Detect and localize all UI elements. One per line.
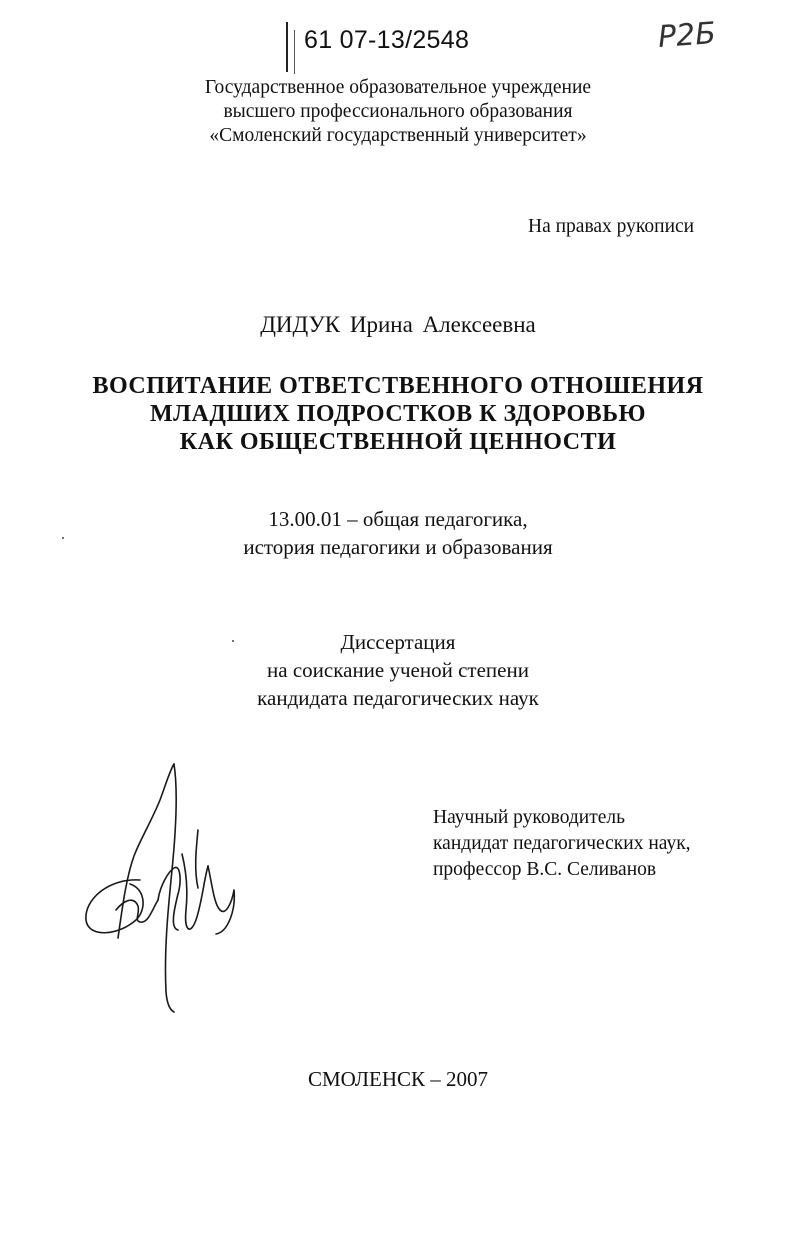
- author-name: ДИДУК Ирина Алексеевна: [260, 312, 536, 337]
- institution-line: высшего профессионального образования: [223, 101, 573, 122]
- handwritten-signature: [78, 760, 248, 1015]
- specialty-line: 13.00.01 – общая педагогика,: [268, 507, 528, 531]
- title-line: КАК ОБЩЕСТВЕННОЙ ЦЕННОСТИ: [179, 429, 617, 455]
- supervisor-line: Научный руководитель: [433, 807, 626, 828]
- title-line: ВОСПИТАНИЕ ОТВЕТСТВЕННОГО ОТНОШЕНИЯ: [92, 373, 704, 399]
- institution-line: «Смоленский государственный университет»: [209, 125, 587, 146]
- manuscript-note: На правах рукописи: [528, 216, 695, 237]
- scan-speck: [62, 537, 64, 539]
- degree-line: на соискание ученой степени: [267, 658, 529, 682]
- degree-statement: [0, 628, 796, 712]
- specialty-code: [0, 505, 796, 561]
- specialty-line: история педагогики и образования: [243, 535, 553, 559]
- stamp-bar: [294, 30, 295, 74]
- degree-line: кандидата педагогических наук: [257, 686, 539, 710]
- stamp-bar: [286, 22, 288, 72]
- degree-line: Диссертация: [340, 630, 456, 654]
- supervisor-line: профессор В.С. Селиванов: [433, 859, 657, 880]
- title-line: МЛАДШИХ ПОДРОСТКОВ К ЗДОРОВЬЮ: [149, 401, 647, 427]
- scan-speck: [232, 640, 234, 642]
- institution-header: [0, 76, 796, 148]
- dissertation-title: [0, 372, 796, 456]
- handwritten-corner-mark: Р2Б: [656, 16, 717, 55]
- stamp-number: 61 07-13/2548: [304, 26, 470, 54]
- city-year: СМОЛЕНСК – 2007: [307, 1067, 489, 1091]
- supervisor-block: [433, 805, 691, 883]
- institution-line: Государственное образовательное учреждение: [204, 77, 592, 98]
- supervisor-line: кандидат педагогических наук,: [433, 833, 691, 854]
